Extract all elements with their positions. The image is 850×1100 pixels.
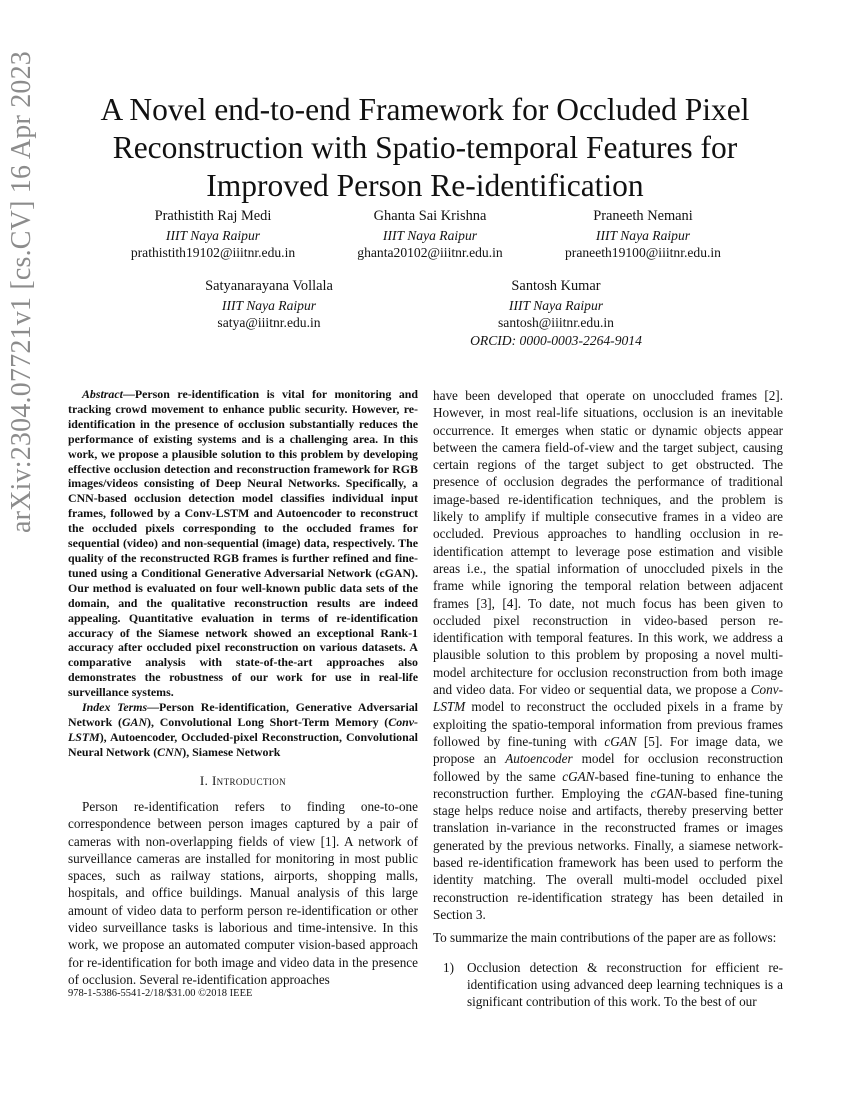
author-block: [325, 208, 535, 262]
author-affiliation: IIIT Naya Raipur: [382, 227, 478, 243]
body-text: -based fine-tuning stage helps reduce noise and artifacts, thereby preserving better translation in-variance in the reconstructed frames or images generated by the previous networks. Finally, a siamese network-based re-identification framework has been used to perform the identity matching. The overall multi-model occluded pixel reconstruction re-identification strategy has been detailed in Section 3.: [433, 785, 784, 922]
index-terms-text: ), Autoencoder, Occluded-pixel Reconstruction, Convolutional Neural Network (: [68, 729, 418, 759]
author-block: [108, 208, 318, 262]
author-affiliation: IIIT Naya Raipur: [165, 227, 261, 243]
author-email[interactable]: ghanta20102@iiitnr.edu.in: [357, 245, 503, 260]
index-terms: [68, 700, 418, 760]
index-terms-label: Index Terms: [82, 700, 148, 715]
body-text: [5]. For image data, we propose an: [433, 733, 784, 767]
section-heading: [68, 772, 418, 789]
section-numeral: I.: [199, 772, 212, 788]
index-terms-text: —Person Re-identification, Generative Adversarial Network (: [68, 700, 418, 729]
index-terms-text: ), Convolutional Long Short-Term Memory (: [147, 714, 389, 729]
abstract-label: Abstract: [82, 387, 123, 401]
arxiv-identifier-text: arXiv:2304.07721v1 [cs.CV] 16 Apr 2023: [6, 50, 37, 534]
emphasis: cGAN: [604, 733, 637, 749]
author-block: [164, 278, 374, 332]
emphasis: cGAN: [562, 768, 595, 784]
left-column: [68, 387, 418, 988]
index-terms-text: ), Siamese Network: [182, 744, 281, 759]
author-name: Praneeth Nemani: [593, 208, 693, 224]
abstract-text: —Person re-identification is vital for monitoring and tracking crowd movement to enhance public security. However, re-identification in the presence of occlusion substantially reduces the performance of existing systems and is a challenging area. In this work, we propose a plausible solution to this problem by developing effective occlusion detection and reconstruction framework for RGB images/videos consisting of Deep Neural Networks. Specifically, a CNN-based occlusion detection model classifies individual input frames, followed by a Conv-LSTM and Autoencoder to reconstruct the occluded pixels corresponding to the occluded frames for sequential (video) and non-sequential (image) data, respectively. The quality of the reconstructed RGB frames is further refined and fine-tuned using a Conditional Generative Adversarial Network (cGAN). Our method is evaluated on four well-known public data sets of the domain, and the qualitative reconstruction results are indeed appealing. Quantitative evaluation in terms of re-identification accuracy of the Siamese network showed an exceptional Rank-1 accuracy after occluded pixel reconstruction on various datasets. A comparative analysis with state-of-the-art approaches also demonstrates the robustness of our work for use in real-life surveillance systems.: [68, 387, 418, 700]
author-block: [441, 278, 671, 349]
body-text: model for occlusion reconstruction followed by the same: [433, 751, 783, 784]
title-line: Reconstruction with Spatio-temporal Features for: [112, 130, 738, 166]
contribution-list-item: [433, 959, 783, 1011]
author-name: Satyanarayana Vollala: [205, 278, 333, 294]
section-title: Introduction: [211, 772, 287, 788]
index-terms-emph: GAN: [121, 714, 148, 729]
author-block: [538, 208, 748, 262]
author-email[interactable]: satya@iiitnr.edu.in: [217, 315, 321, 330]
summary-paragraph: To summarize the main contributions of the paper are as follows:: [433, 930, 777, 946]
body-paragraph: [433, 387, 783, 923]
right-column: [433, 387, 783, 1010]
author-name: Santosh Kumar: [511, 278, 601, 294]
index-terms-emph: Conv-LSTM: [68, 714, 418, 744]
intro-paragraph: Person re-identification refers to finding one-to-one correspondence between person images captured by a pair of cameras with non-overlapping fields of view [1]. A network of surveillance cameras are installed for monitoring in most public spaces, such as railway stations, airports, shopping malls, hospitals, and office buildings. Manual analysis of this large amount of video data to perform person re-identification or other video surveillance tasks is laborious and time-intensive. In this work, we propose an automated computer vision-based approach for re-identification for both image and video data in the presence of occlusion. Several re-identification approaches: [68, 798, 418, 987]
emphasis: cGAN: [650, 785, 683, 801]
copyright-footer: 978-1-5386-5541-2/18/$31.00 ©2018 IEEE: [68, 988, 253, 999]
list-number: 1): [443, 959, 454, 975]
author-affiliation: IIIT Naya Raipur: [595, 227, 691, 243]
body-text: have been developed that operate on unoccluded frames [2]. However, in most real-life situations, occlusion is an inevitable occurrence. It emerges when static or dynamic objects appear between the camera field-of-view and the target subject, causing certain regions of the target subject to get obstructed. The presence of occlusion degrades the performance of traditional image-based re-identification techniques, and the problem is likely to amplify if multiple consecutive frames in a video are occluded. Previous approaches to handling occlusion in re-identification attempt to leverage pose estimation and visible areas i.e., the spatial information of unoccluded pixels in the frame while ignoring the temporal relation between adjacent frames [3], [4]. To date, not much focus has been given to occluded pixel reconstruction in video-based person re-identification with temporal features. In this work, we address a plausible solution to this problem by proposing a novel multi-model architecture for occlusion reconstruction from both image and video data. For video or sequential data, we propose a: [433, 388, 783, 698]
author-email[interactable]: santosh@iiitnr.edu.in: [498, 315, 614, 330]
body-text: model to reconstruct the occluded pixels in a frame by exploiting the spatio-temporal information from previous frames followed by fine-tuning with: [433, 699, 783, 749]
author-email[interactable]: prathistith19102@iiitnr.edu.in: [130, 245, 296, 260]
author-orcid: ORCID: 0000-0003-2264-9014: [470, 332, 642, 348]
emphasis: Conv-LSTM: [433, 682, 783, 715]
author-email[interactable]: praneeth19100@iiitnr.edu.in: [565, 245, 721, 260]
author-affiliation: IIIT Naya Raipur: [508, 297, 604, 313]
author-affiliation: IIIT Naya Raipur: [221, 297, 317, 313]
emphasis: Autoencoder: [505, 751, 573, 767]
title-line: A Novel end-to-end Framework for Occluded Pixel: [100, 92, 750, 128]
author-name: Ghanta Sai Krishna: [373, 208, 487, 224]
title-line: Improved Person Re-identification: [206, 168, 644, 204]
paper-title: [60, 91, 790, 205]
abstract: [68, 387, 418, 700]
index-terms-emph: CNN: [157, 744, 183, 759]
body-text: -based fine-tuning to enhance the reconstruction further. Employing the: [433, 768, 783, 801]
list-text: Occlusion detection & reconstruction for efficient re-identification using advanced deep learning techniques is a significant contribution of this work. To the best of our: [467, 959, 783, 1010]
author-name: Prathistith Raj Medi: [154, 208, 272, 224]
